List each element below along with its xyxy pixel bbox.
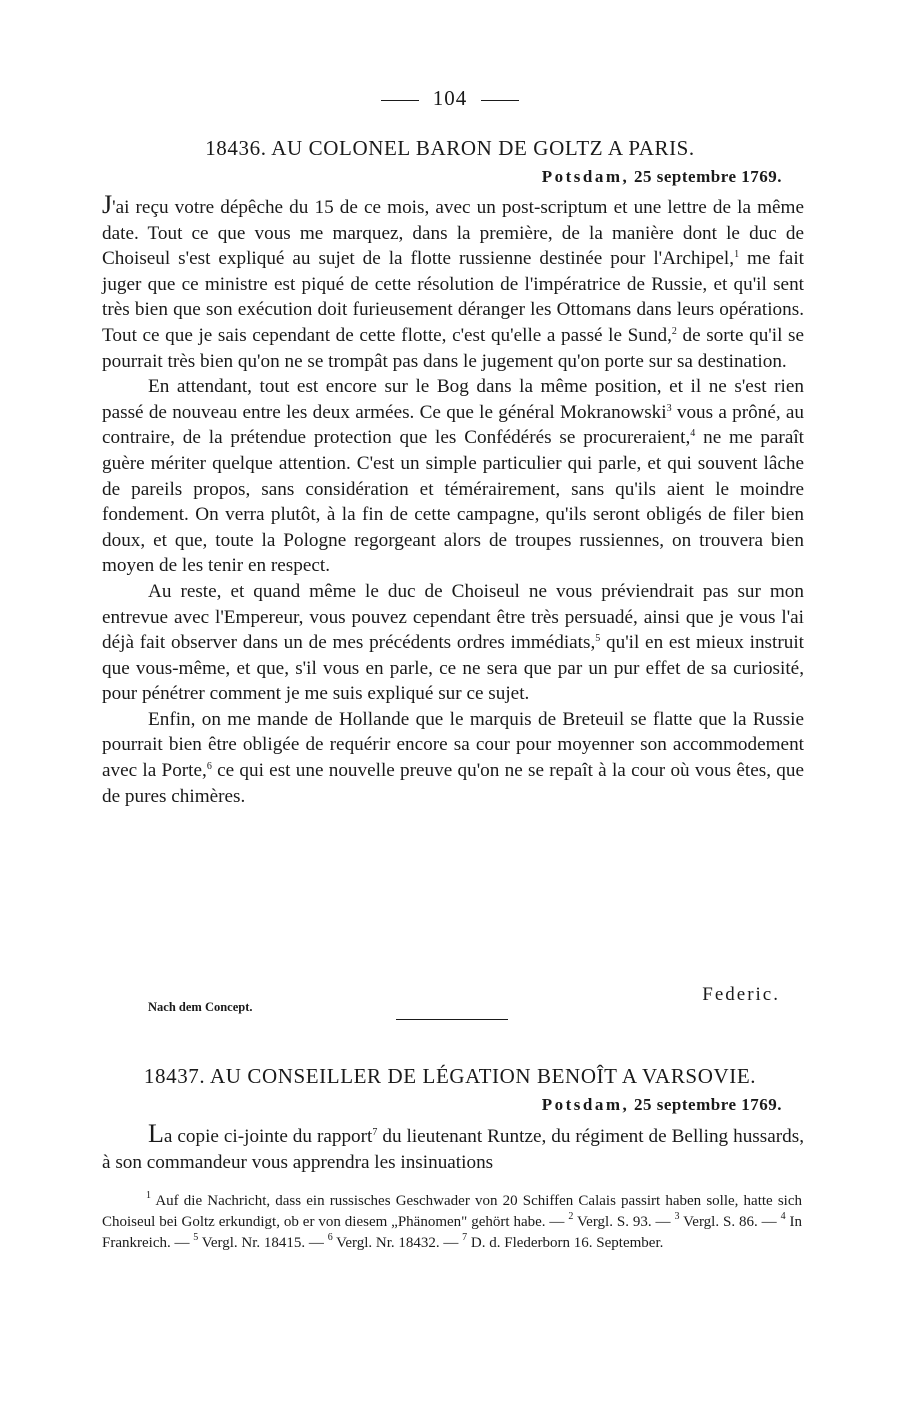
footnote-text: In Frankreich. — xyxy=(102,1214,803,1251)
paragraph xyxy=(102,1121,804,1175)
dateline-date: 25 septembre 1769. xyxy=(634,167,782,186)
paragraph-text: vous a prôné, au contraire, de la prétendue protection que les Confédérés se procureraient, xyxy=(102,401,805,449)
paragraph-text: de sorte qu'il se pourrait très bien qu'on ne se trompât pas dans le jugement qu'on porte sur sa destination. xyxy=(102,324,804,372)
paragraph-text: Enfin, on me mande de Hollande que le marquis de Breteuil se flatte que la Russie pourrait bien être obligée de requérir encore sa cour pour moyenner son accommodement avec la Porte, xyxy=(102,708,804,782)
paragraph xyxy=(102,374,804,579)
footnote-text: Auf die Nachricht, dass ein russisches Geschwader von 20 Schiffen Calais passirt haben solle, hatte sich Choiseul bei Goltz erkundigt, ob er von diesem „Phänomen" gehört habe. — xyxy=(102,1193,802,1230)
letter-title: AU COLONEL BARON DE GOLTZ A PARIS. xyxy=(271,136,695,160)
letter-number: 18437. xyxy=(143,1064,206,1088)
letter-title: AU CONSEILLER DE LÉGATION BENOÎT A VARSOVIE. xyxy=(209,1064,757,1088)
source-note: Nach dem Concept. xyxy=(148,1000,253,1014)
dateline-place: Potsdam, xyxy=(541,1095,630,1114)
footnote-text: Vergl. Nr. 18432. — xyxy=(332,1235,463,1251)
paragraph-text: Au reste, et quand même le duc de Choiseul ne vous préviendrait pas sur mon entrevue avec l'Empereur, vous pouvez cependant être très persuadé, ainsi que je vous l'ai déjà fait observer dans un de mes précédents ordres immédiats, xyxy=(102,580,804,654)
letter-heading xyxy=(0,136,900,161)
footnote-text: Vergl. Nr. 18415. — xyxy=(198,1235,328,1251)
footnote-block xyxy=(102,1191,802,1254)
dateline-date: 25 septembre 1769. xyxy=(634,1095,782,1114)
paragraph-text: du lieutenant Runtze, du régiment de Belling hussards, à son commandeur vous apprendra les insinuations xyxy=(102,1126,804,1173)
footnote-number: 3 xyxy=(674,1211,680,1222)
page-number xyxy=(0,86,900,111)
paragraph-text: me fait juger que ce ministre est piqué de cette résolution de l'impératrice de Russie, et qu'il sent très bien que son exécution doit furieusement déranger les Ottomans dans leurs opérations. Tout ce que je sais cependant de cette flotte, c'est qu'elle a passé le Sund, xyxy=(102,248,804,346)
footnote-number: 5 xyxy=(193,1232,199,1243)
footnote-number: 6 xyxy=(327,1232,333,1243)
page-number-rule-right xyxy=(481,100,519,101)
footnote-number: 1 xyxy=(146,1190,151,1201)
footnotes xyxy=(102,1191,802,1254)
footnote-text: Vergl. S. 86. — xyxy=(679,1214,781,1230)
dateline-place: Potsdam, xyxy=(541,167,630,186)
letter-dateline xyxy=(542,167,782,187)
footnote-marker: 5 xyxy=(595,633,601,645)
footnote-number: 7 xyxy=(462,1232,468,1243)
drop-capital: J xyxy=(102,190,113,219)
drop-capital: L xyxy=(148,1119,164,1148)
paragraph-text: En attendant, tout est encore sur le Bog dans la même position, et il ne s'est rien passé de nouveau entre les deux armées. Ce que le général Mokranowski xyxy=(102,376,804,423)
letter-body xyxy=(102,1121,804,1175)
paragraph xyxy=(102,707,804,809)
letter-heading xyxy=(0,1064,900,1089)
paragraph-text: 'ai reçu votre dépêche du 15 de ce mois, avec un post-scriptum et une lettre de la même date. Tout ce que vous me marquez, dans la première, de la manière dont le duc de Choiseul s'est expliqué au sujet de la flotte russienne destinée pour l'Archipel, xyxy=(102,197,804,270)
footnote-marker: 1 xyxy=(734,249,740,261)
section-divider xyxy=(396,1019,508,1020)
signature: Federic. xyxy=(702,984,780,1005)
footnote-text: D. d. Flederborn 16. September. xyxy=(467,1235,664,1251)
page-number-rule-left xyxy=(381,100,419,101)
letter-dateline xyxy=(542,1095,782,1115)
footnote-number: 2 xyxy=(568,1211,574,1222)
letter-number: 18436. xyxy=(205,136,267,160)
footnote-marker: 3 xyxy=(666,402,672,414)
paragraph-text: ce qui est une nouvelle preuve qu'on ne se repaît à la cour où vous êtes, que de pures chimères. xyxy=(102,760,804,807)
footnote-number: 4 xyxy=(780,1211,786,1222)
paragraph xyxy=(102,192,804,374)
paragraph-text: qu'il en est mieux instruit que vous-même, et que, s'il vous en parle, ce ne sera que par un pur effet de sa curiosité, pour pénétrer comment je me suis expliqué sur ce sujet. xyxy=(102,632,804,705)
footnote-marker: 6 xyxy=(206,761,212,773)
footnote-marker: 4 xyxy=(690,428,696,440)
paragraph xyxy=(102,579,804,707)
footnote-marker: 7 xyxy=(372,1127,378,1138)
page-number-text: 104 xyxy=(432,86,468,110)
paragraph-text: ne me paraît guère mériter quelque attention. C'est un simple particulier qui parle, et qui souvent lâche de pareils propos, sans considération et témérairement, sans qu'ils aient le moindre fondement. On verra plutôt, à la fin de cette campagne, qu'ils seront obligés de filer bien doux, et que, toute la Pologne regorgeant alors de troupes russiennes, on trouvera bien moyen de les tenir en respect. xyxy=(102,427,804,577)
footnote-text: Vergl. S. 93. — xyxy=(573,1214,675,1230)
footnote-marker: 2 xyxy=(671,325,677,337)
letter-body xyxy=(102,192,804,809)
paragraph-text: a copie ci-jointe du rapport xyxy=(163,1126,373,1147)
